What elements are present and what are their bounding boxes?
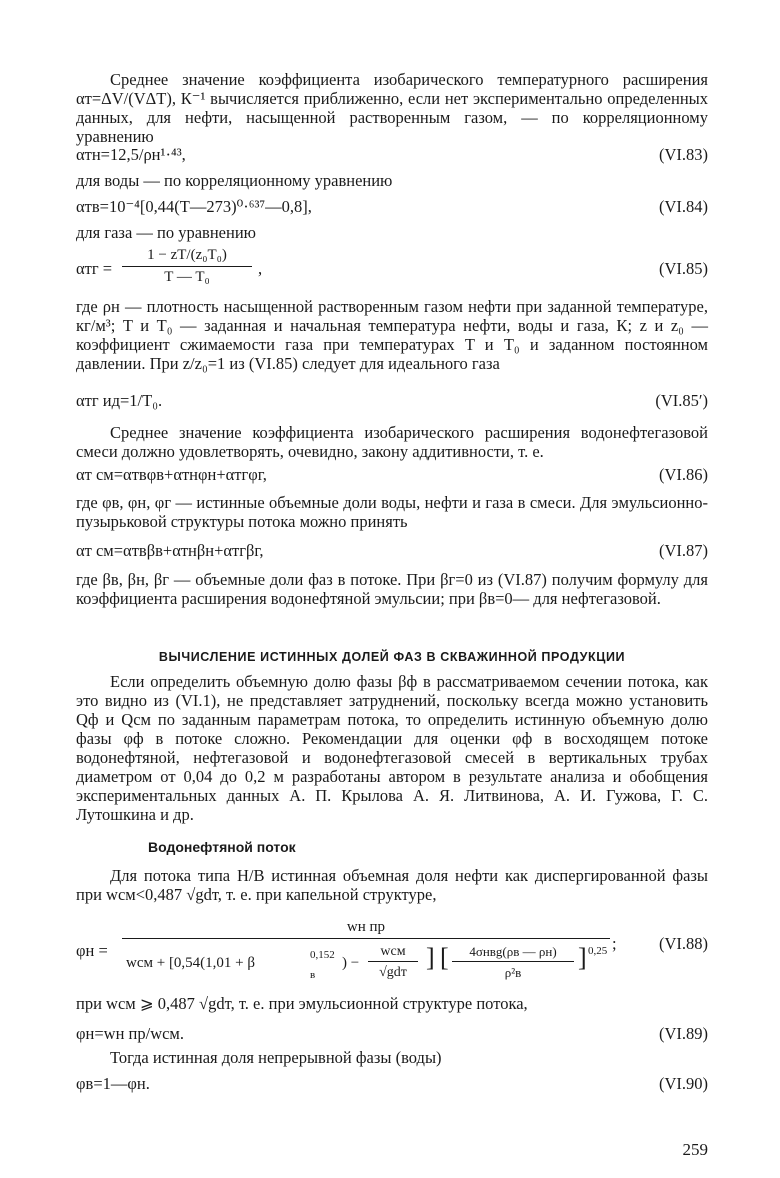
inner-fraction-numerator: 4σнвg(ρв — ρн) [469,944,557,959]
paragraph-mixture: Среднее значение коэффициента изобарического расширения водонефтегазовой смеси должно удовлетворять, очевидно, закону аддитивности, т. е. [76,423,708,461]
inner-fraction-denominator: ρ²в [504,965,522,980]
equation-formula: φв=1—φн. [76,1074,150,1093]
line-for-water: для воды — по корреляционному уравнению [76,171,393,190]
subsection-heading: Водонефтяной поток [148,839,296,855]
fraction-bar [122,938,610,939]
paragraph-alpha-definition: Среднее значение коэффициента изобарического температурного расширения αт=ΔV/(VΔT), К⁻¹ вычисляется приближенно, если нет экспериментально определенных данных, для нефти, насыщенной растворенным газом, — по корреляционному уравнению [76,70,708,146]
equation-vi-83 [76,145,708,167]
equation-formula: αт см=αтвβв+αтнβн+αтгβг, [76,541,264,560]
paragraph-flow-fractions: где βв, βн, βг — объемные доли фаз в потоке. При βг=0 из (VI.87) получим формулу для коэффициента расширения водонефтяной эмульсии; при βв=0— для нефтегазовой. [76,570,708,608]
equation-lhs: αтг = [76,259,113,278]
equation-formula: φн=wн пр/wсм. [76,1024,184,1043]
equation-formula: αтн=12,5/ρн¹·⁴³, [76,145,186,164]
section-heading: ВЫЧИСЛЕНИЕ ИСТИННЫХ ДОЛЕЙ ФАЗ В СКВАЖИННОЙ ПРОДУКЦИИ [158,650,626,664]
equation-semicolon: ; [612,934,617,953]
equation-vi-89 [76,1024,708,1046]
paragraph-true-fractions: Если определить объемную долю фазы βф в рассматриваемом сечении потока, как это видно из (VI.1), не представляет затруднений, поскольку всегда можно установить Qф и Qсм по заданным параметрам потока, то определить истинную объемную долю фазы φф в потоке сложно. Рекомендации для оценки φф в восходящем потоке водонефтяной, нефтегазовой и водонефтегазовой смесей в вертикальных трубах диаметром от 0,04 до 0,2 м разработаны автором в результате анализа и обобщения экспериментальных данных А. П. Крылова А. Я. Литвинова, А. И. Гужова, Г. С. Лутошкина и др. [76,672,708,824]
page-number: 259 [682,1140,708,1159]
equation-number: (VI.90) [658,1074,708,1093]
closing-bracket: ] [578,943,587,972]
paragraph-oil-water-flow: Для потока типа Н/В истинная объемная доля нефти как диспергированной фазы при wсм<0,487 √gdт, т. е. при капельной структуре, [76,866,708,904]
fraction-bar [122,266,252,267]
inner-fraction-bar [368,961,418,962]
paragraph-notation: где ρн — плотность насыщенной растворенным газом нефти при заданной температуре, кг/м³; T и T₀ — заданная и начальная температура нефти, воды и газа, К; z и z₀ — коэффициент сжимаемости газа при температурах T и T₀ и заданном постоянном давлении. При z/z₀=1 из (VI.85) следует для идеального газа [76,297,708,373]
equation-number: (VI.86) [658,465,708,484]
equation-vi-87 [76,541,708,563]
denominator-minus: ) − [342,955,360,971]
equation-number: (VI.85′) [655,391,708,410]
inner-fraction-denominator: √gdт [379,965,407,980]
equation-vi-85-prime [76,391,708,413]
equation-formula: αтг ид=1/T₀. [76,391,163,410]
equation-formula: αт см=αтвφв+αтнφн+αтгφг, [76,465,267,484]
exponent: 0,152 [310,949,335,961]
equation-formula: αтв=10⁻⁴[0,44(T—273)⁰·⁶³⁷—0,8], [76,197,312,216]
line-emulsion-structure: при wсм ⩾ 0,487 √gdт, т. е. при эмульсионной структуре потока, [76,994,528,1013]
exponent: 0,25 [588,945,608,957]
equation-vi-86 [76,465,708,487]
paragraph-volume-fractions: где φв, φн, φг — истинные объемные доли воды, нефти и газа в смеси. Для эмульсионно-пузырьковой структуры потока можно принять [76,493,708,531]
fraction-numerator: 1 − zT/(z₀T₀) [147,247,227,263]
equation-comma: , [258,259,263,278]
equation-number: (VI.89) [658,1024,708,1043]
inner-fraction-numerator: wсм [380,944,406,959]
equation-vi-84 [76,197,708,219]
equation-lhs: φн = [76,941,108,960]
fraction-numerator: wн пр [346,919,386,935]
denominator-first-term: wсм + [0,54(1,01 + β [126,955,256,971]
line-for-gas: для газа — по уравнению [76,223,256,242]
equation-number: (VI.87) [658,541,708,560]
fraction-denominator [126,942,612,986]
inner-fraction-bar [452,961,574,962]
equation-number: (VI.85) [658,259,708,278]
closing-bracket: ] [426,943,435,972]
equation-vi-90 [76,1074,708,1096]
equation-number: (VI.83) [658,145,708,164]
line-continuous-phase: Тогда истинная доля непрерывной фазы (воды) [110,1048,442,1067]
equation-number: (VI.88) [658,934,708,953]
subscript: в [310,969,316,981]
fraction-denominator: T — T₀ [164,269,210,285]
opening-bracket: [ [440,943,449,972]
equation-number: (VI.84) [658,197,708,216]
